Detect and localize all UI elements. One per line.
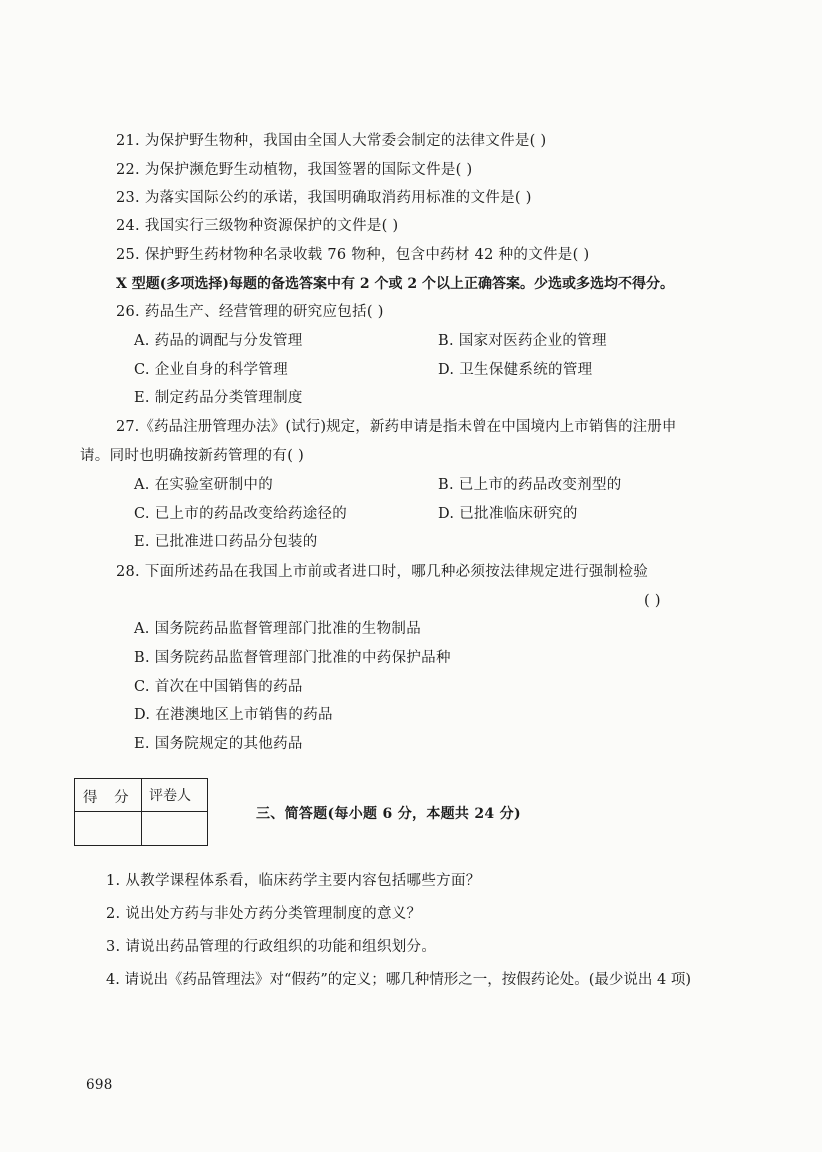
question-23: 23. 为落实国际公约的承诺，我国明确取消药用标准的文件是( ) <box>116 190 532 206</box>
question-26-option-b: B. 国家对医药企业的管理 <box>438 333 607 349</box>
question-27-stem-line2: 请。同时也明确按新药管理的有( ) <box>80 448 305 464</box>
question-26-stem: 26. 药品生产、经营管理的研究应包括( ) <box>116 304 384 320</box>
question-26-option-c: C. 企业自身的科学管理 <box>134 362 288 378</box>
question-21: 21. 为保护野生物种，我国由全国人大常委会制定的法律文件是( ) <box>116 133 547 149</box>
question-28-option-c: C. 首次在中国销售的药品 <box>134 679 303 695</box>
x-type-instruction: X 型题(多项选择)每题的备选答案中有 2 个或 2 个以上正确答案。少选或多选均不得分。 <box>116 276 674 292</box>
score-table <box>74 778 208 846</box>
short-answer-1: 1. 从教学课程体系看，临床药学主要内容包括哪些方面？ <box>106 873 481 889</box>
question-28-option-d: D. 在港澳地区上市销售的药品 <box>134 707 333 723</box>
question-27-stem-line1: 27.《药品注册管理办法》(试行)规定，新药申请是指未曾在中国境内上市销售的注册申 <box>116 419 677 435</box>
question-25: 25. 保护野生药材物种名录收载 76 物种，包含中药材 42 种的文件是( ) <box>116 247 590 263</box>
question-27-option-a: A. 在实验室研制中的 <box>134 477 273 493</box>
question-27-option-c: C. 已上市的药品改变给药途径的 <box>134 506 348 522</box>
score-table-divider-vertical <box>141 779 142 845</box>
question-28-paren: ( ) <box>644 593 661 609</box>
short-answer-3: 3. 请说出药品管理的行政组织的功能和组织划分。 <box>106 939 437 955</box>
question-26-option-a: A. 药品的调配与分发管理 <box>134 333 303 349</box>
page-number: 698 <box>86 1077 113 1093</box>
grader-label: 评卷人 <box>149 788 191 804</box>
question-26-option-e: E. 制定药品分类管理制度 <box>134 390 303 406</box>
short-answer-2: 2. 说出处方药与非处方药分类管理制度的意义？ <box>106 906 422 922</box>
question-27-option-b: B. 已上市的药品改变剂型的 <box>438 477 622 493</box>
question-26-option-d: D. 卫生保健系统的管理 <box>438 362 593 378</box>
question-28-option-e: E. 国务院规定的其他药品 <box>134 736 303 752</box>
section-3-title: 三、简答题(每小题 6 分，本题共 24 分) <box>256 806 521 822</box>
short-answer-4: 4. 请说出《药品管理法》对“假药”的定义；哪几种情形之一，按假药论处。(最少说出 4 项) <box>106 972 692 988</box>
question-22: 22. 为保护濒危野生动植物，我国签署的国际文件是( ) <box>116 162 473 178</box>
question-27-option-e: E. 已批准进口药品分包装的 <box>134 534 318 550</box>
question-27-option-d: D. 已批准临床研究的 <box>438 506 578 522</box>
question-28-stem: 28. 下面所述药品在我国上市前或者进口时，哪几种必须按法律规定进行强制检验 <box>116 564 649 580</box>
score-label: 得 分 <box>83 790 135 806</box>
question-28-option-a: A. 国务院药品监督管理部门批准的生物制品 <box>134 621 421 637</box>
score-table-divider-horizontal <box>75 811 207 812</box>
question-24: 24. 我国实行三级物种资源保护的文件是( ) <box>116 218 399 234</box>
question-28-option-b: B. 国务院药品监督管理部门批准的中药保护品种 <box>134 650 451 666</box>
